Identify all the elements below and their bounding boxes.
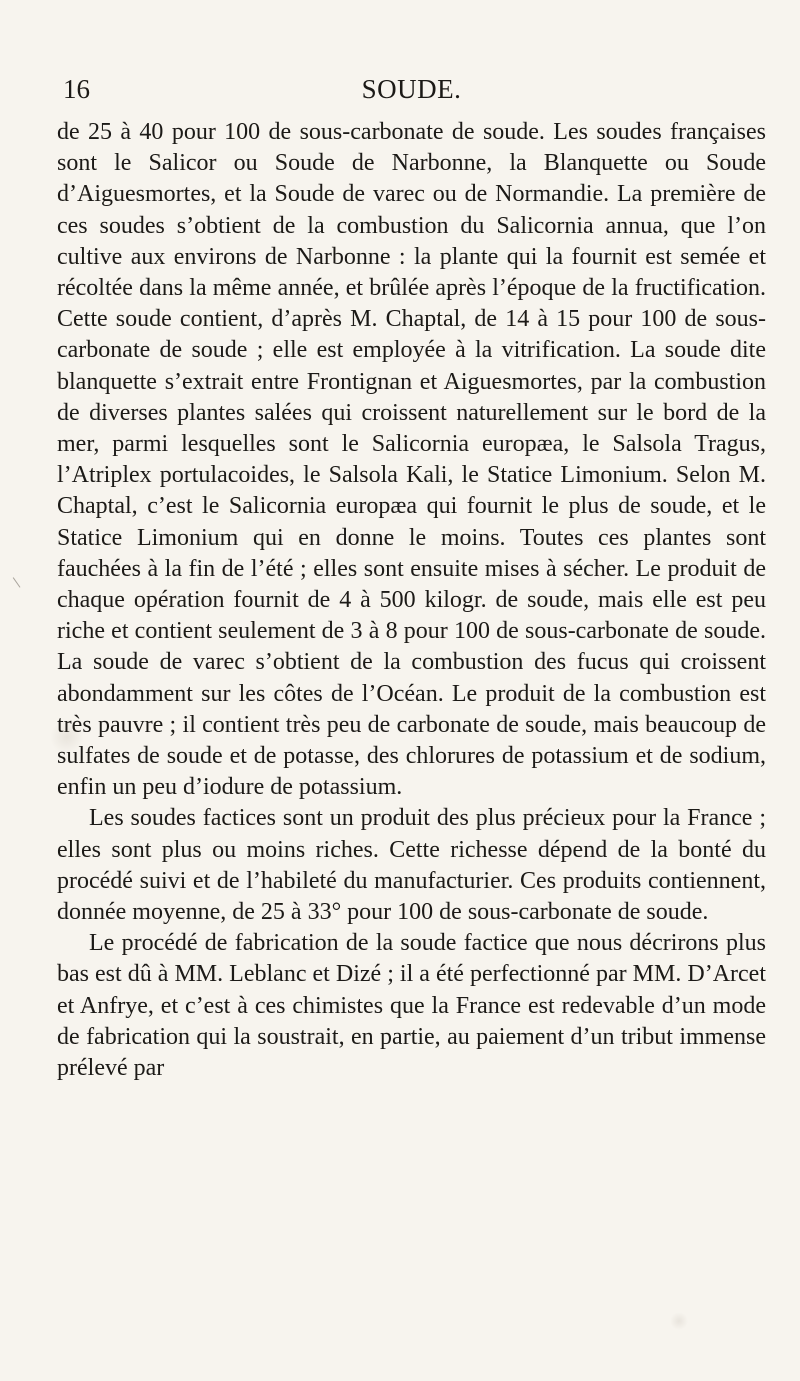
page-header	[57, 70, 766, 108]
body-text	[57, 117, 766, 1084]
paragraph-1: de 25 à 40 pour 100 de sous-carbonate de soude. Les soudes françaises sont le Salicor ou Soude de Narbonne, la Blanquette ou Soude d’Aiguesmortes, et la Soude de varec ou de Normandie. La première de ces soudes s’obtient de la combustion du Salicornia annua, que l’on cultive aux environs de Narbonne : la plante qui la fournit est semée et récoltée dans la même année, et brûlée après l’époque de la fructification. Cette soude contient, d’après M. Chaptal, de 14 à 15 pour 100 de sous-carbonate de soude ; elle est employée à la vitrification. La soude dite blanquette s’extrait entre Frontignan et Aiguesmortes, par la combustion de diverses plantes salées qui croissent naturellement sur le bord de la mer, parmi lesquelles sont le Salicornia europæa, le Salsola Tragus, l’Atriplex portulacoides, le Salsola Kali, le Statice Limonium. Selon M. Chaptal, c’est le Salicornia europæa qui fournit le plus de soude, et le Statice Limonium qui en donne le moins. Toutes ces plantes sont fauchées à la fin de l’été ; elles sont ensuite mises à sécher. Le produit de chaque opération fournit de 4 à 500 kilogr. de soude, mais elle est peu riche et contient seulement de 3 à 8 pour 100 de sous-carbonate de soude. La soude de varec s’obtient de la combustion des fucus qui croissent abondamment sur les côtes de l’Océan. Le produit de la combustion est très pauvre ; il contient très peu de carbonate de soude, mais beaucoup de sulfates de soude et de potasse, des chlorures de potassium et de sodium, enfin un peu d’iodure de potassium.	[57, 119, 766, 801]
running-head: SOUDE.	[361, 74, 462, 104]
paragraph-3: Le procédé de fabrication de la soude factice que nous décrirons plus bas est dû à MM. Leblanc et Dizé ; il a été perfectionné par MM. D’Arcet et Anfrye, et c’est à ces chimistes que la France est redevable d’un mode de fabrication qui la soustrait, en partie, au paiement d’un tribut immense prélevé par	[57, 930, 766, 1082]
paper-stain-2	[670, 1312, 688, 1330]
paragraph-2: Les soudes factices sont un produit des plus précieux pour la France ; elles sont plus ou moins riches. Cette richesse dépend de la bonté du procédé suivi et de l’habileté du manufacturier. Ces produits contiennent, donnée moyenne, de 25 à 33° pour 100 de sous-carbonate de soude.	[57, 805, 766, 926]
margin-mark	[13, 570, 31, 587]
page-number: 16	[63, 74, 90, 104]
